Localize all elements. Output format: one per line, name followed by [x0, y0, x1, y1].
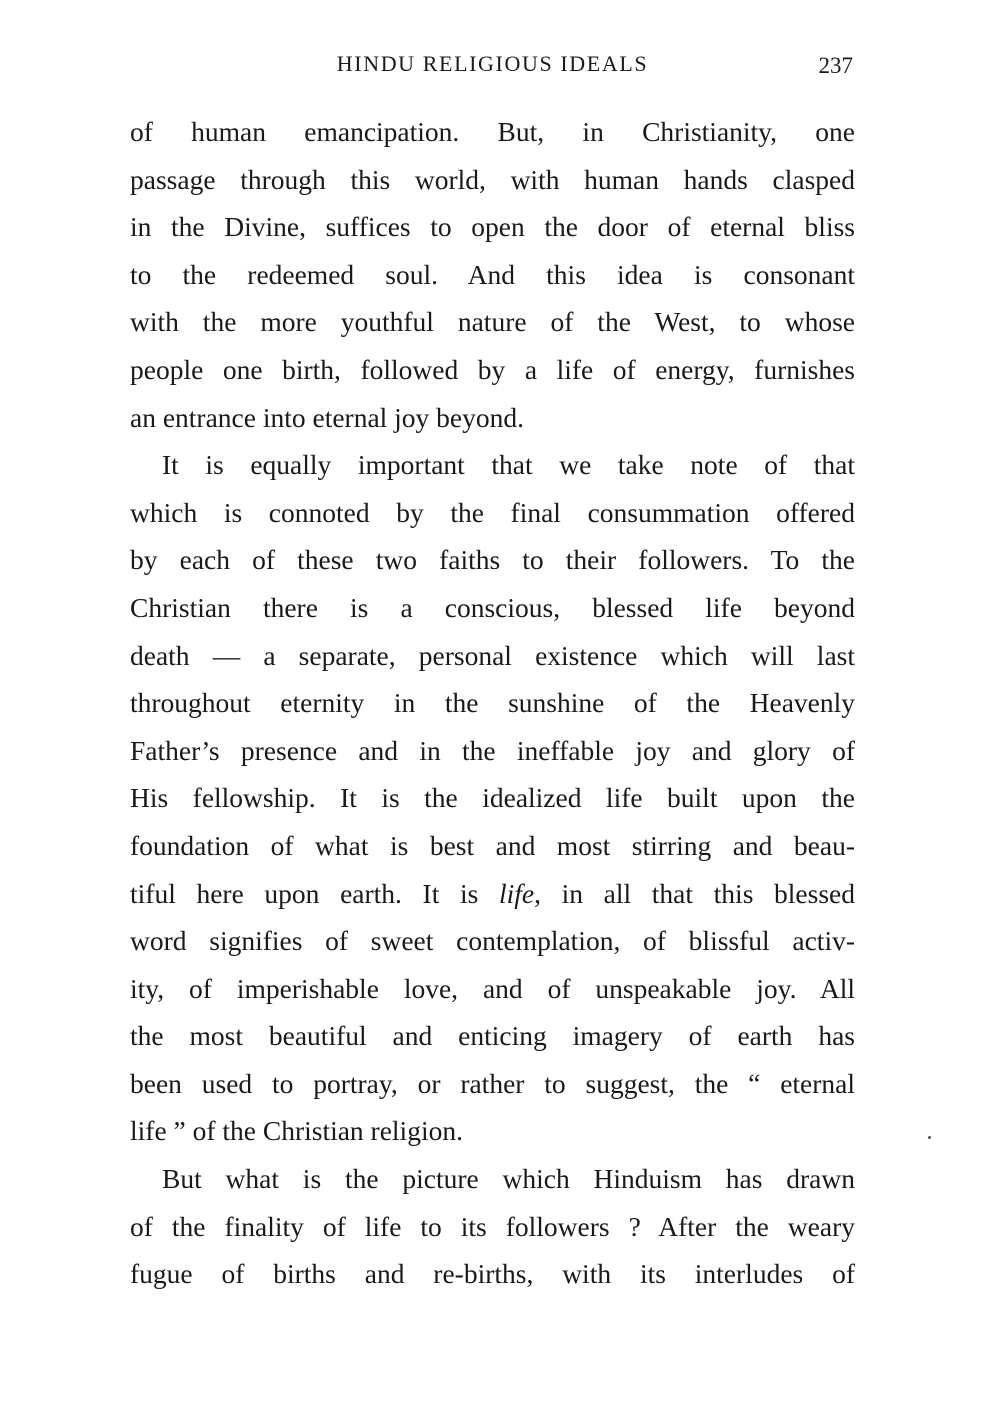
text-line: with the more youthful nature of the West, to whose	[130, 306, 855, 338]
text-line: But what is the picture which Hinduism has drawn	[162, 1163, 855, 1195]
ink-speck	[928, 1136, 931, 1139]
text-run: tiful here upon earth. It is	[130, 877, 499, 909]
text-line-with-italic	[130, 870, 855, 918]
text-line: in the Divine, suffices to open the door of eternal bliss	[130, 211, 855, 243]
body-text	[130, 108, 855, 1298]
paragraph-1	[130, 108, 855, 441]
text-line: death — a separate, personal existence which will last	[130, 639, 855, 671]
text-line: Father’s presence and in the ineffable joy and glory of	[130, 734, 855, 766]
running-head	[130, 48, 855, 80]
text-line: passage through this world, with human hands clasped	[130, 163, 855, 195]
text-line: an entrance into eternal joy beyond.	[130, 401, 525, 433]
paragraph-3	[130, 1155, 855, 1298]
running-title: HINDU RELIGIOUS IDEALS	[336, 51, 649, 76]
italic-word: life	[498, 877, 535, 909]
text-line: which is connoted by the final consummation offered	[130, 496, 855, 528]
text-line: life ” of the Christian religion.	[130, 1115, 463, 1147]
text-line: Christian there is a conscious, blessed life beyond	[130, 591, 855, 623]
text-line: of the finality of life to its followers ? After the weary	[130, 1210, 855, 1242]
paragraph-2	[130, 441, 855, 1155]
page-number: 237	[818, 53, 853, 78]
text-line: It is equally important that we take note of that	[162, 449, 855, 481]
text-line: word signifies of sweet contemplation, of blissful activ-	[130, 925, 855, 957]
text-line: ity, of imperishable love, and of unspeakable joy. All	[130, 972, 855, 1004]
text-line: throughout eternity in the sunshine of the Heavenly	[130, 687, 855, 719]
text-line: by each of these two faiths to their followers. To the	[130, 544, 855, 576]
text-line: people one birth, followed by a life of energy, furnishes	[130, 353, 855, 385]
text-line: to the redeemed soul. And this idea is consonant	[130, 258, 855, 290]
text-line: the most beautiful and enticing imagery of earth has	[130, 1020, 855, 1052]
text-line: been used to portray, or rather to suggest, the “ eternal	[130, 1067, 855, 1099]
text-line: fugue of births and re-births, with its interludes of	[130, 1258, 855, 1290]
text-line: His fellowship. It is the idealized life built upon the	[130, 782, 855, 814]
text-line: foundation of what is best and most stirring and beau-	[130, 829, 855, 861]
text-run: , in all that this blessed	[534, 877, 855, 909]
text-line: of human emancipation. But, in Christianity, one	[130, 116, 855, 147]
